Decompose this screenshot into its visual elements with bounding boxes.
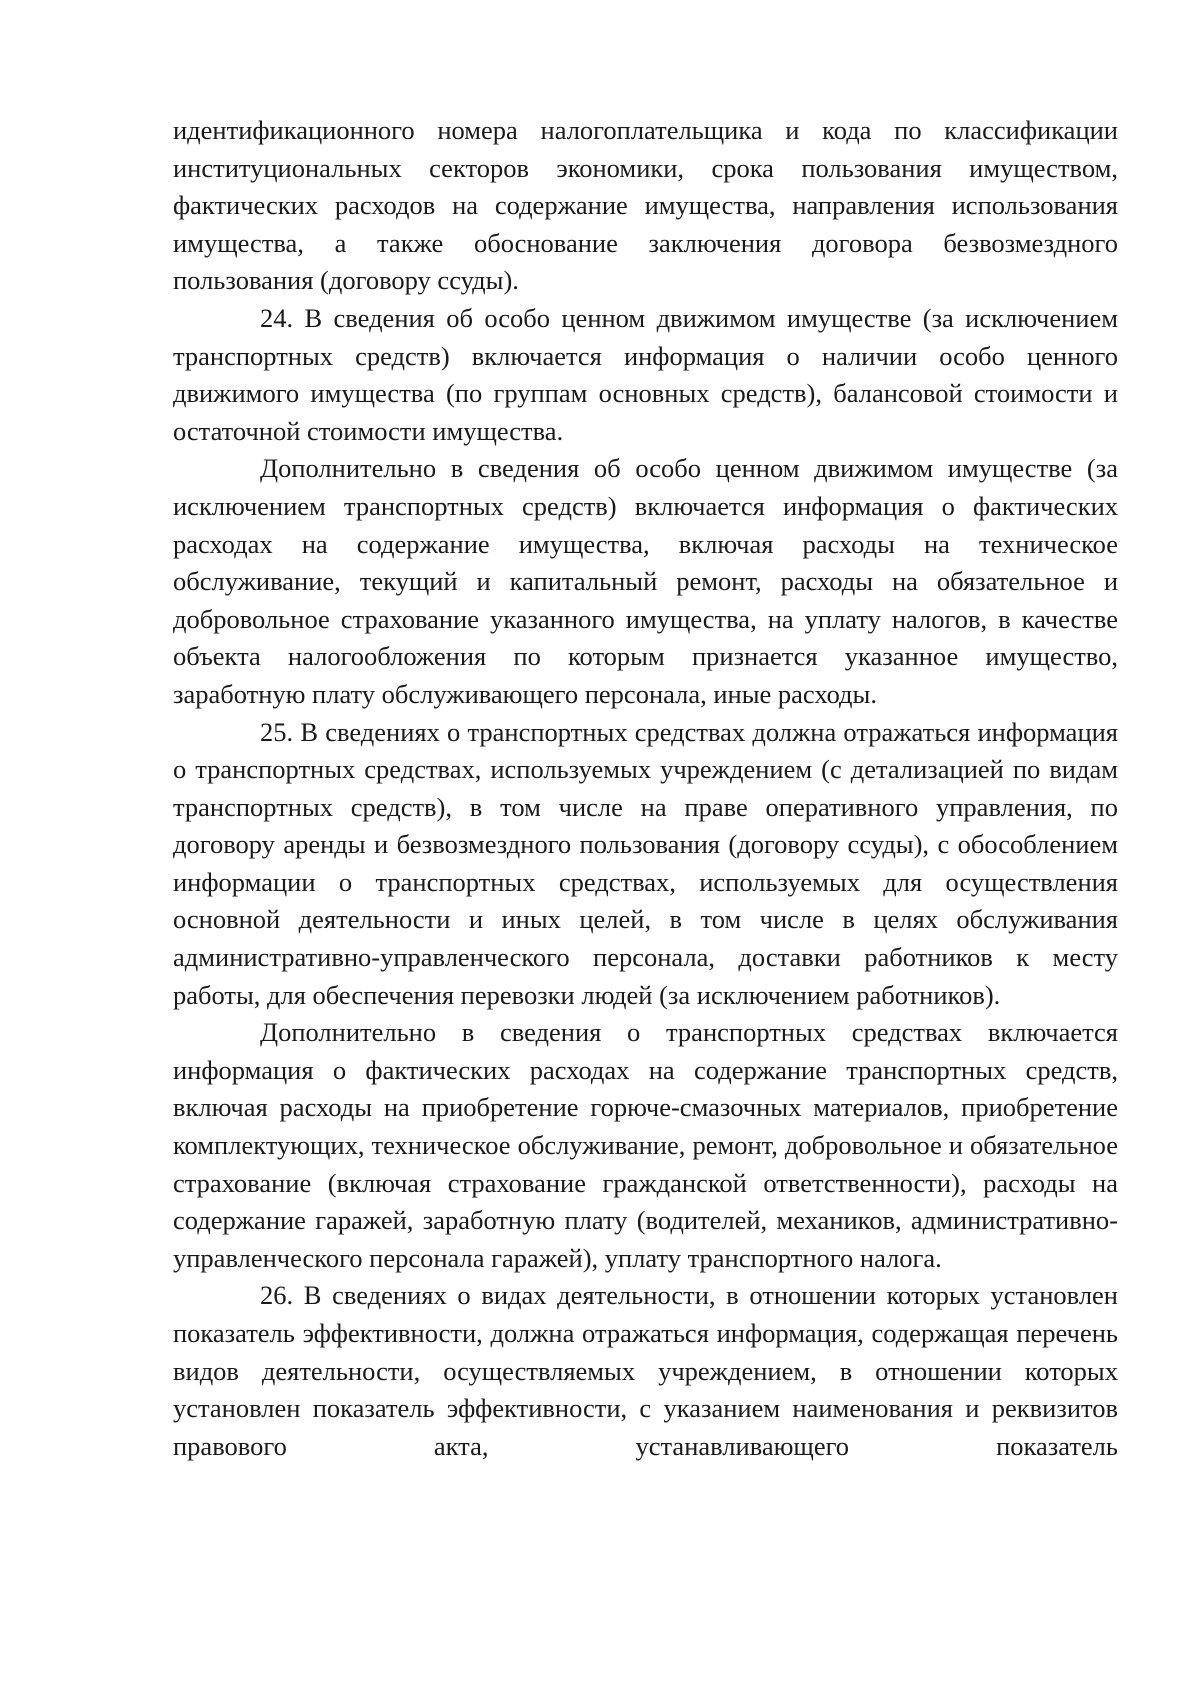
paragraph-25: 25. В сведениях о транспортных средствах должна отражаться информация о транспортных средствах, используемых учреждением (с детализацией по видам транспортных средств), в том числе на праве оперативного управления, по договору аренды и безвозмездного пользования (договору ссуды), с обособлением информации о транспортных средствах, используемых для осуществления основной деятельности и иных целей, в том числе в целях обслуживания административно-управленческого персонала, доставки работников к месту работы, для обеспечения перевозки людей (за исключением работников). xyxy=(173,716,1118,1010)
paragraph-24-additional: Дополнительно в сведения об особо ценном движимом имуществе (за исключением транспортных средств) включается информация о фактических расходах на содержание имущества, включая расходы на техническое обслуживание, текущий и капитальный ремонт, расходы на обязательное и добровольное страхование указанного имущества, на уплату налогов, в качестве объекта налогообложения по которым признается указанное имущество, заработную плату обслуживающего персонала, иные расходы. xyxy=(173,453,1118,709)
document-body xyxy=(173,112,1118,1465)
paragraph-continuation: идентификационного номера налогоплательщика и кода по классификации институциональных секторов экономики, срока пользования имуществом, фактических расходов на содержание имущества, направления использования имущества, а также обоснование заключения договора безвозмездного пользования (договору ссуды). xyxy=(173,115,1118,296)
paragraph-25-additional: Дополнительно в сведения о транспортных средствах включается информация о фактических расходах на содержание транспортных средств, включая расходы на приобретение горюче-смазочных материалов, приобретение комплектующих, техническое обслуживание, ремонт, добровольное и обязательное страхование (включая страхование гражданской ответственности), расходы на содержание гаражей, заработную плату (водителей, механиков, административно-управленческого персонала гаражей), уплату транспортного налога. xyxy=(173,1017,1118,1273)
paragraph-24: 24. В сведения об особо ценном движимом имуществе (за исключением транспортных средств) включается информация о наличии особо ценного движимого имущества (по группам основных средств), балансовой стоимости и остаточной стоимости имущества. xyxy=(173,302,1118,446)
paragraph-26: 26. В сведениях о видах деятельности, в отношении которых установлен показатель эффективности, должна отражаться информация, содержащая перечень видов деятельности, осуществляемых учреждением, в отношении которых установлен показатель эффективности, с указанием наименования и реквизитов правового акта, устанавливающего показатель xyxy=(173,1280,1118,1461)
